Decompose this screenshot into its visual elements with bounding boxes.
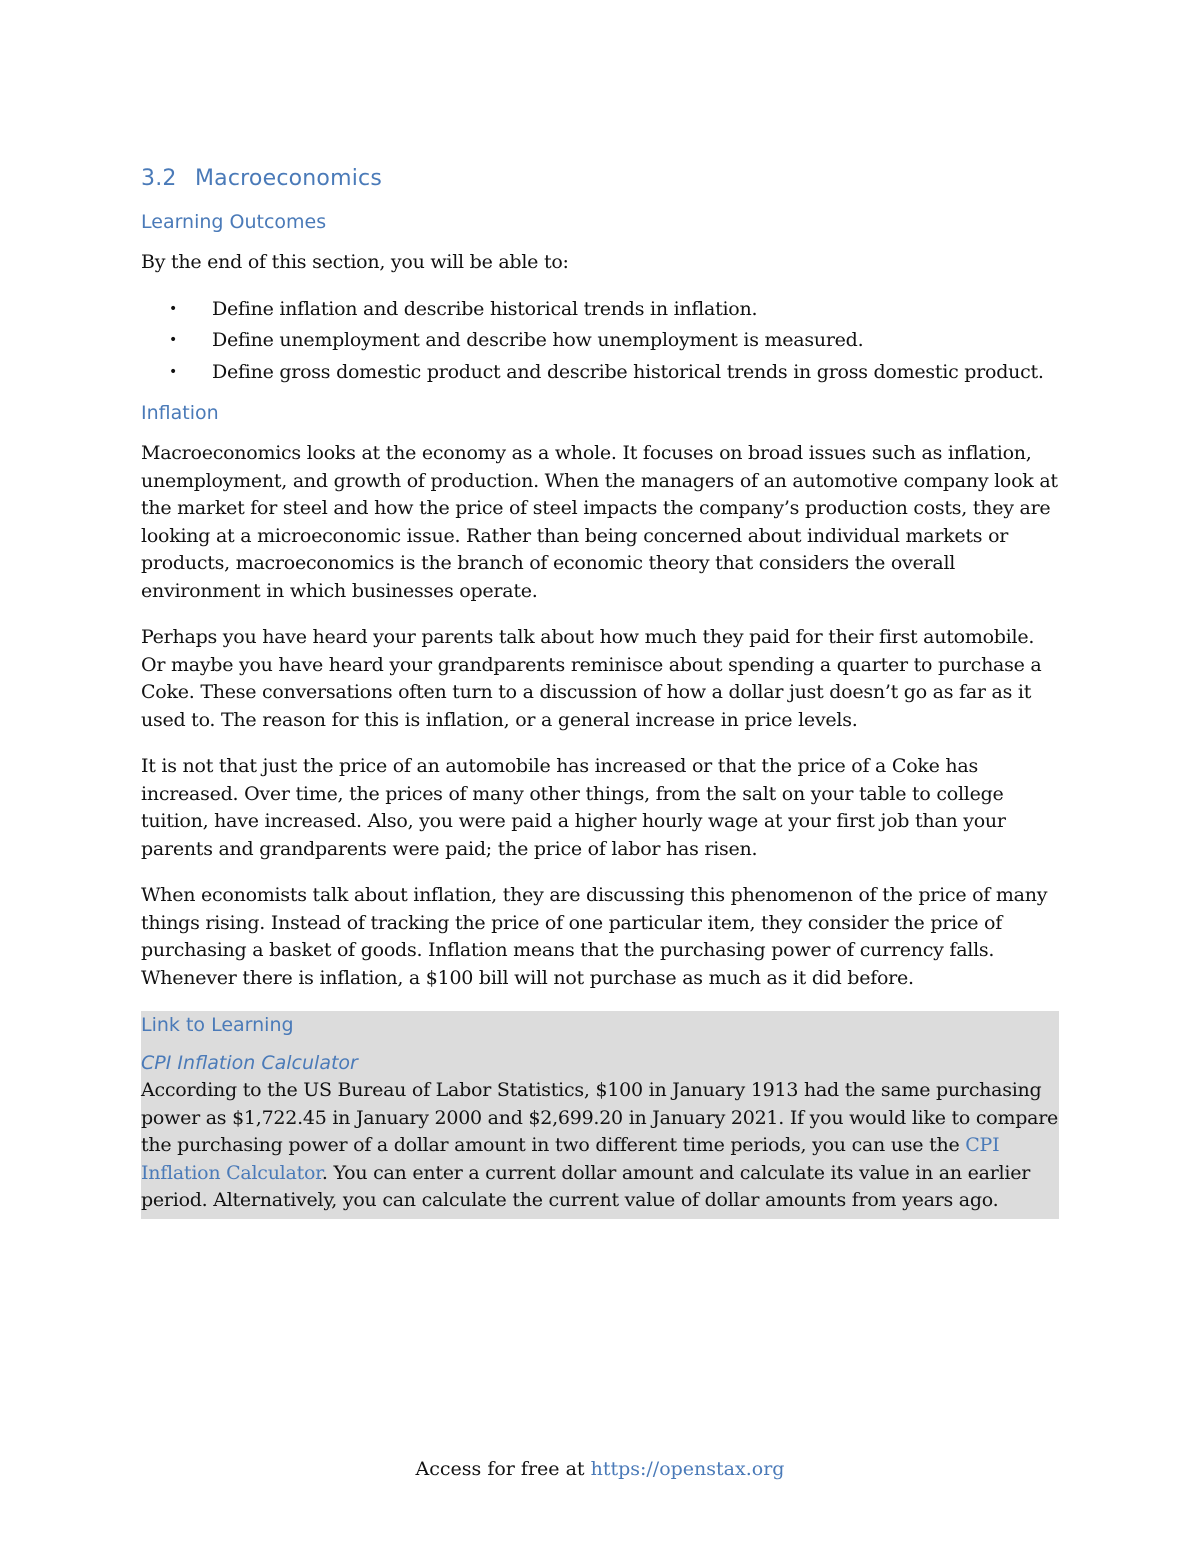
bullet-icon: • <box>169 363 178 380</box>
paragraph: When economists talk about inflation, they are discussing this phenomenon of the price of many things rising. Instead of tracking the price of one particular item, they consider the price of purchasing a basket of goods. Inflation means that the purchasing power of currency falls. Whenever there is inflation, a $100 bill will not purchase as much as it did before. <box>141 884 1048 989</box>
list-item <box>141 327 1059 355</box>
cpi-calculator-link[interactable]: CPI Inflation Calculator <box>141 1134 1000 1184</box>
list-item <box>141 359 1059 387</box>
bullet-icon: • <box>169 300 178 317</box>
list-item-text: Define inflation and describe historical trends in inflation. <box>212 297 758 320</box>
list-item-text: Define gross domestic product and describe historical trends in gross domestic product. <box>212 360 1044 383</box>
bullet-icon: • <box>169 332 178 348</box>
learning-outcomes-list <box>141 296 1059 387</box>
section-title: Macroeconomics <box>195 166 382 191</box>
paragraph: It is not that just the price of an automobile has increased or that the price of a Coke has increased. Over time, the prices of many other things, from the salt on your table to college tuition, have increased. Also, you were paid a higher hourly wage at your first job than your parents and grandparents were paid; the price of labor has risen. <box>141 755 1006 860</box>
page-footer <box>0 1456 1200 1483</box>
learning-outcomes-heading: Learning Outcomes <box>141 211 327 233</box>
citation-title: CPI Inflation Calculator <box>141 1052 358 1074</box>
list-item <box>141 296 1059 324</box>
paragraph: Macroeconomics looks at the economy as a whole. It focuses on broad issues such as inflation, unemployment, and growth of production. When the managers of an automotive company look at the market for steel and how the price of steel impacts the company’s production costs, they are looking at a microeconomic issue. Rather than being concerned about individual markets or products, macroeconomics is the branch of economic theory that considers the overall environment in which businesses operate. <box>141 442 1058 602</box>
learning-outcomes-intro: By the end of this section, you will be able to: <box>141 251 569 273</box>
paragraph: Perhaps you have heard your parents talk about how much they paid for their first automobile. Or maybe you have heard your grandparents reminisce about spending a quarter to purchase a Coke. These conversations often turn to a discussion of how a dollar just doesn’t go as far as it used to. The reason for this is inflation, or a general increase in price levels. <box>141 626 1042 731</box>
paragraph-text: According to the US Bureau of Labor Statistics, $100 in January 1913 had the same purchasing power as $1,722.45 in January 2000 and $2,699.20 in January 2021. If you would like to compare the purchasing power of a dollar amount in two different time periods, you can use the <box>141 1079 1059 1156</box>
openstax-link[interactable]: https://openstax.org <box>590 1458 785 1480</box>
section-heading <box>141 166 1059 191</box>
list-item-text: Define unemployment and describe how unemployment is measured. <box>212 329 864 351</box>
footer-text: Access for free at <box>415 1458 591 1480</box>
document-page <box>141 160 1059 1219</box>
link-to-learning-paragraph <box>141 1077 1059 1215</box>
inflation-heading: Inflation <box>141 402 219 424</box>
section-number: 3.2 <box>141 166 177 191</box>
paragraph-text: . You can enter a current dollar amount and calculate its value in an earlier period. Alternatively, you can calculate the current value of dollar amounts from years ago. <box>141 1161 1031 1211</box>
link-to-learning-box <box>141 1011 1059 1219</box>
link-to-learning-heading: Link to Learning <box>141 1014 294 1036</box>
